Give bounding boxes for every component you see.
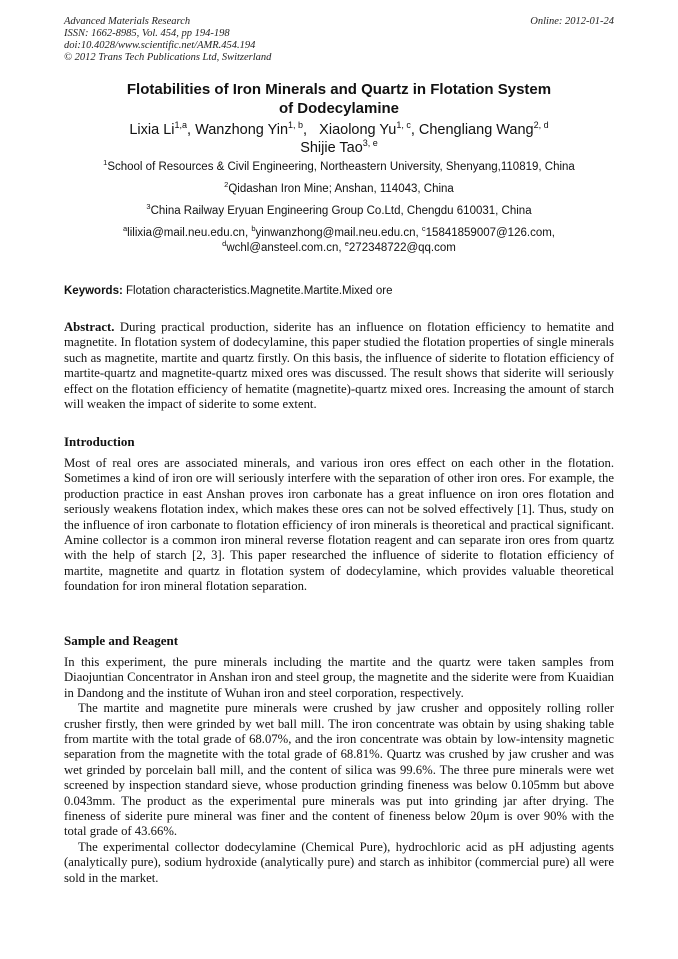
affiliation <box>64 160 614 174</box>
affiliation-sup: 1 <box>103 158 108 168</box>
author-name: Xiaolong Yu <box>319 122 397 138</box>
email-address: 15841859007@126.com, <box>425 227 555 239</box>
email-address: lilixia@mail.neu.edu.cn, <box>127 227 252 239</box>
author-name: Lixia Li <box>129 122 175 138</box>
section-heading-sample-reagent: Sample and Reagent <box>64 633 179 648</box>
affiliation-text: China Railway Eryuan Engineering Group Co.Ltd, Chengdu 610031, China <box>150 205 532 217</box>
affiliation-text: School of Resources & Civil Engineering, Northeastern University, Shenyang,110819, China <box>107 161 575 173</box>
keywords-label: Keywords: <box>64 285 123 297</box>
journal-name: Advanced Materials Research <box>64 16 191 27</box>
email-address: wchl@ansteel.com.cn, <box>226 242 345 254</box>
author-name: Chengliang Wang <box>418 122 534 138</box>
paragraph: In this experiment, the pure minerals including the martite and the quartz were taken samples from Diaojuntian Concentrator in Anshan iron and steel group, the magnetite and the siderite were from Kuaidian in Dandong and the institute of Wuhan iron and steel corporation, respectively. <box>64 655 614 700</box>
abstract-label: Abstract. <box>64 320 115 334</box>
doi-line: doi:10.4028/www.scientific.net/AMR.454.194 <box>64 40 256 51</box>
email-line-1 <box>64 226 614 241</box>
keywords <box>64 284 614 298</box>
affiliation-sup: 3 <box>146 202 151 212</box>
email-sup: b <box>251 224 256 234</box>
paragraph: Most of real ores are associated minerals, and various iron ores effect on each other in the flotation. Sometimes a kind of iron ore will seriously interfere with the separation of other iron ores. For example, the production practice in east Anshan proves iron carbonate has a great influence on iron ores flotation and seriously weakens flotation index, which makes these ores can not be solved effectively [1]. Thus, study on the influence of iron carbonate to flotation efficiency of iron minerals is theoretical and practical significant. Amine collector is a common iron mineral reverse flotation reagent and can separate iron ores from quartz with the help of starch [2, 3]. This paper researched the influence of siderite to flotation efficiency of martite, magnetite and quartz in flotation system of dodecylamine, which provides valuable theoretical foundation for iron mineral flotation separation. <box>64 456 614 594</box>
abstract <box>64 320 614 412</box>
author-name: Shijie Tao <box>300 140 363 156</box>
email-list <box>64 226 614 256</box>
title-line-1: Flotabilities of Iron Minerals and Quartz in Flotation System <box>126 81 552 98</box>
sample-reagent-body <box>64 655 614 886</box>
author-affil-sup: 1, c <box>396 120 411 131</box>
affiliation <box>64 182 614 196</box>
issn-line: ISSN: 1662-8985, Vol. 454, pp 194-198 <box>64 28 230 39</box>
email-sup: a <box>122 224 128 234</box>
email-address: 272348722@qq.com <box>348 242 456 254</box>
email-sup: d <box>222 239 227 249</box>
affiliation-list <box>64 160 614 256</box>
affiliation-text: Qidashan Iron Mine; Anshan, 114043, China <box>228 183 454 195</box>
paragraph: The martite and magnetite pure minerals were crushed by jaw crusher and oppositely rolling roller crusher firstly, then were grinded by wet ball mill. The iron concentrate was obtain by using shaking table from martite with the total grade of 68.07%, and the iron concentrate was obtain by low-intensity magnetic separation from the magnetite with the total grade of 68.81%. Quartz was crushed by jaw crusher and was wet grinded by porcelain ball mill, and the content of silica was 99.6%. The three pure minerals were wet screened by inspection standard sieve, whose production grinding fineness was below 0.105mm but above 0.043mm. The product as the experimental pure minerals was put into grinding jar after drying. The fineness of siderite pure mineral was finer and the content of fineness below 20μm is over 90% with the total grade of 43.66%. <box>64 701 614 839</box>
affiliation-sup: 2 <box>224 180 229 190</box>
author-line-2 <box>64 139 614 157</box>
author-affil-sup: 3, e <box>362 138 378 149</box>
abstract-text: During practical production, siderite has an influence on flotation efficiency to hematite and magnetite. In flotation system of dodecylamine, this paper studied the flotation properties of single minerals such as magnetite, martite and quartz firstly. On this basis, the influence of siderite to flotation efficiency of martite-quartz and magnetite-quartz mixed ores was discussed. The result shows that siderite will seriously effect on the flotation efficiency of hematite (magnetite)-quartz mixed ores. Increasing the amount of starch will weaken the impact of siderite to some extent. <box>64 320 615 412</box>
journal-header <box>64 16 424 64</box>
author-affil-sup: 1, b <box>288 120 304 131</box>
keywords-text: Flotation characteristics.Magnetite.Martite.Mixed ore <box>126 285 393 297</box>
paper-title <box>64 80 614 118</box>
online-date: Online: 2012-01-24 <box>530 16 614 27</box>
author-affil-sup: 2, d <box>533 120 549 131</box>
author-list <box>64 121 614 157</box>
affiliation <box>64 204 614 218</box>
section-heading-introduction: Introduction <box>64 434 135 449</box>
title-line-2: of Dodecylamine <box>278 100 400 117</box>
author-line-1: Lixia Li$^{1,a}$, Wanzhong Yin$^{1, b}$, Xiaolong Yu$^{1, c}$, Chengliang Wang$^{2, d}$ <box>129 120 549 138</box>
email-sup: c <box>421 224 426 234</box>
copyright-line: © 2012 Trans Tech Publications Ltd, Switzerland <box>64 52 272 63</box>
email-address: yinwanzhong@mail.neu.edu.cn, <box>255 227 422 239</box>
email-line-2 <box>64 241 614 256</box>
paragraph: The experimental collector dodecylamine (Chemical Pure), hydrochloric acid as pH adjusting agents (analytically pure), sodium hydroxide (analytically pure) and starch as inhibitor (commercial pure) all were sold in the market. <box>64 839 614 885</box>
author-name: Wanzhong Yin <box>195 122 289 138</box>
email-sup: e <box>344 239 349 249</box>
author-affil-sup: 1,a <box>174 120 187 131</box>
introduction-body <box>64 456 614 595</box>
